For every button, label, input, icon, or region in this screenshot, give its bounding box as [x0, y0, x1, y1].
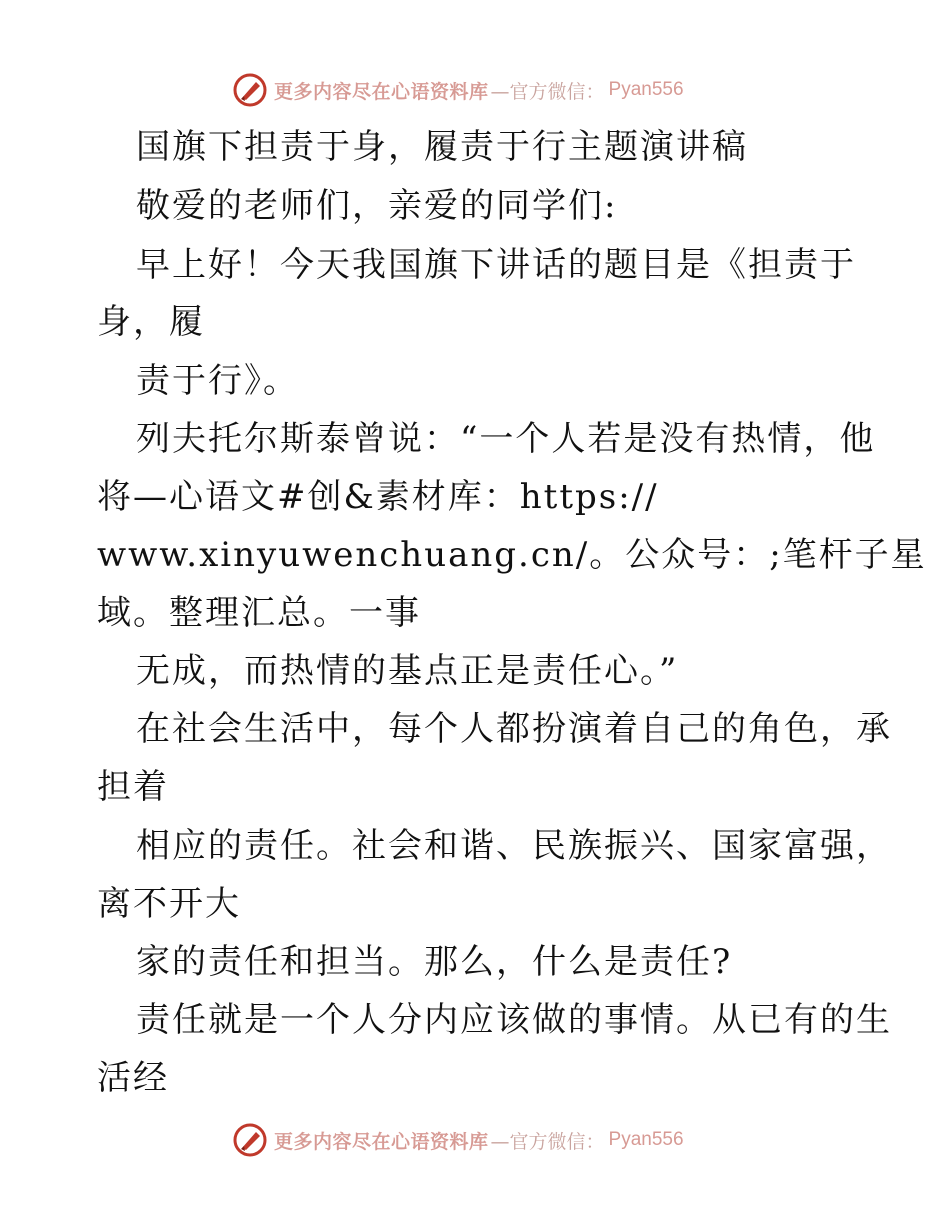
paragraph-line: 相应的责任。社会和谐、民族振兴、国家富强， [136, 826, 892, 866]
document-title: 国旗下担责于身，履责于行主题演讲稿 [136, 127, 748, 167]
paragraph-line: 域。整理汇总。一事 [97, 593, 421, 633]
paragraph-line: 在社会生活中，每个人都扮演着自己的角色，承 [136, 709, 892, 749]
paragraph-line: 将—心语文#创&素材库：https:// [97, 477, 659, 517]
header-banner [232, 70, 752, 110]
pen-logo-icon [232, 72, 268, 108]
footer-banner-id: Pyan556 [608, 1129, 684, 1150]
paragraph-line: 无成，而热情的基点正是责任心。” [136, 651, 679, 691]
paragraph-line: 离不开大 [97, 884, 241, 924]
paragraph-line: 列夫托尔斯泰曾说：“一个人若是没有热情，他 [136, 419, 876, 459]
paragraph-line: 责于行》。 [136, 361, 299, 401]
paragraph-line: 早上好！今天我国旗下讲话的题目是《担责于 [136, 245, 856, 285]
footer-banner-text: 更多内容尽在心语资料库 [274, 1130, 489, 1153]
paragraph-line: 担着 [97, 767, 169, 807]
header-banner-text: 更多内容尽在心语资料库 [274, 80, 489, 103]
paragraph-line: www.xinyuwenchuang.cn/。公众号：;笔杆子星 [97, 535, 927, 575]
salutation: 敬爱的老师们，亲爱的同学们: [136, 186, 618, 226]
paragraph-line: 活经 [97, 1058, 169, 1098]
footer-banner [232, 1120, 752, 1160]
paragraph-line: 家的责任和担当。那么，什么是责任? [136, 942, 733, 982]
paragraph-line: 责任就是一个人分内应该做的事情。从已有的生 [136, 1000, 892, 1040]
header-banner-dash: —官方微信： [490, 80, 605, 103]
paragraph-line: 身，履 [97, 302, 205, 342]
header-banner-id: Pyan556 [608, 79, 684, 100]
pen-logo-icon [232, 1122, 268, 1158]
footer-banner-dash: —官方微信： [490, 1130, 605, 1153]
